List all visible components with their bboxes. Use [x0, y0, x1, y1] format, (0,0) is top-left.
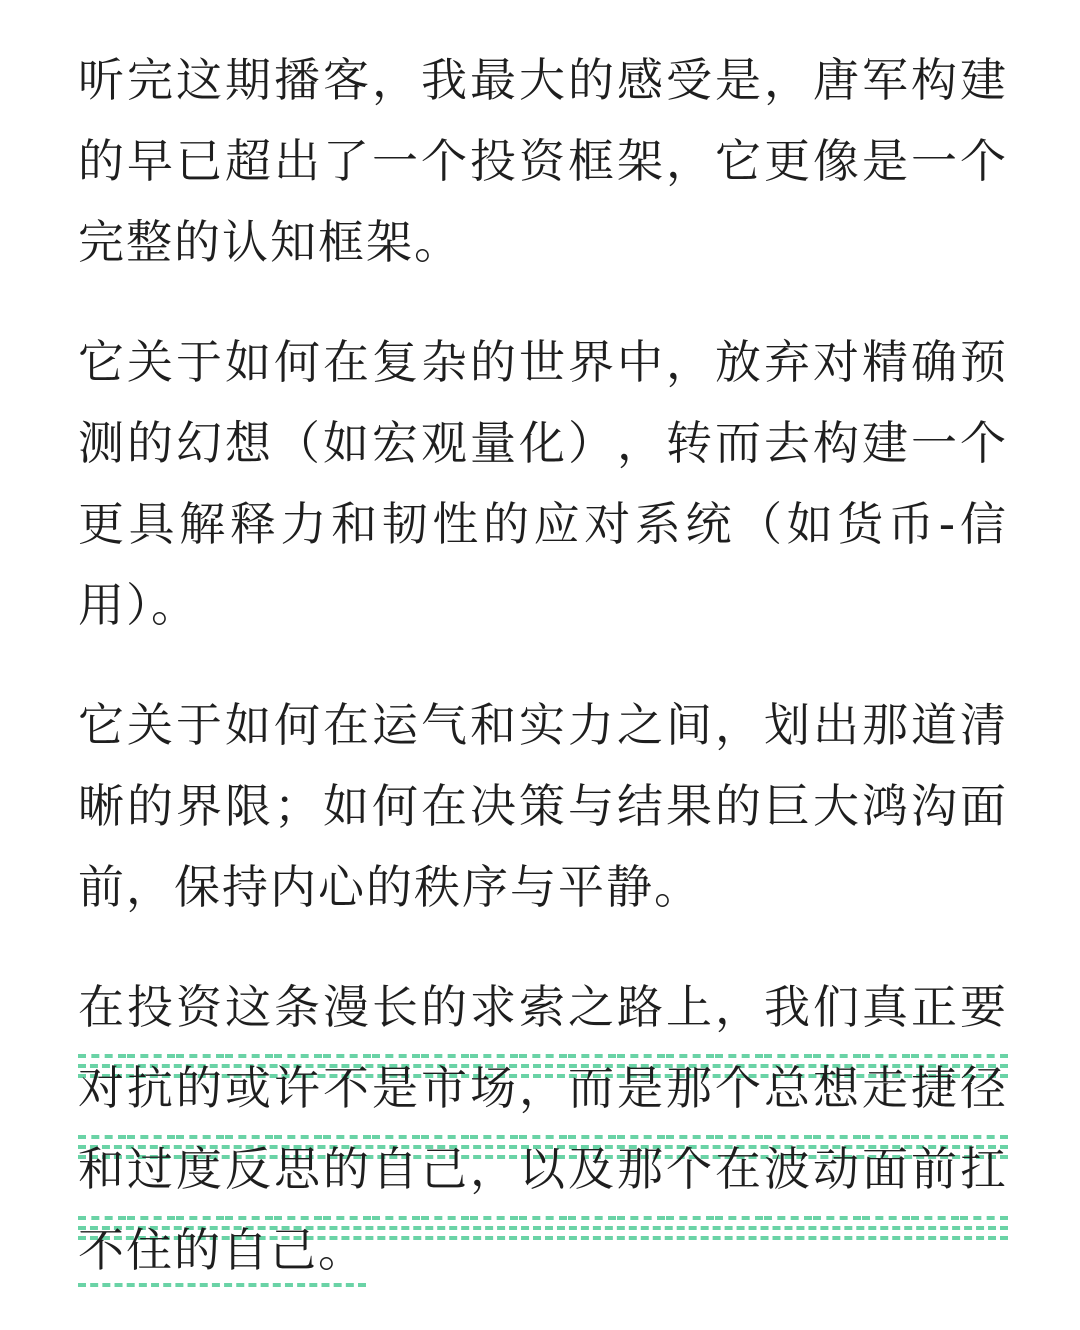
text-line: 更 具 解 释 力 和 韧 性 的 应 对 系 统 （ 如 货 币 - 信: [78, 497, 1008, 551]
highlighted-line: [78, 1129, 1008, 1210]
text-line: 的 早 已 超 出 了 一 个 投 资 框 架 ， 它 更 像 是 一 个: [78, 134, 1008, 188]
text-line: 完整的认知框架。: [78, 215, 462, 269]
highlighted-line: [78, 1048, 1008, 1129]
highlighted-text: 不住的自己。: [78, 1223, 366, 1287]
text-line: 听 完 这 期 播 客 ， 我 最 大 的 感 受 是 ， 唐 军 构 建: [78, 53, 1008, 107]
text-line: 晰 的 界 限 ； 如 何 在 决 策 与 结 果 的 巨 大 鸿 沟 面: [78, 779, 1008, 833]
highlighted-text: 和 过 度 反 思 的 自 己 ， 以 及 那 个 在 波 动 面 前 扛: [78, 1129, 1008, 1240]
paragraph-3: [78, 685, 1008, 928]
text-line: 它 关 于 如 何 在 运 气 和 实 力 之 间 ， 划 出 那 道 清: [78, 698, 1008, 752]
text-line: 它 关 于 如 何 在 复 杂 的 世 界 中 ， 放 弃 对 精 确 预: [78, 335, 1008, 389]
highlighted-line: [78, 967, 1008, 1048]
text-line: 用）。: [78, 578, 199, 632]
text-line: 测 的 幻 想 （ 如 宏 观 量 化 ） ， 转 而 去 构 建 一 个: [78, 416, 1008, 470]
highlighted-text: 在 投 资 这 条 漫 长 的 求 索 之 路 上 ， 我 们 真 正 要: [78, 967, 1008, 1078]
highlighted-line: [78, 1210, 1008, 1291]
text-line: 前，保持内心的秩序与平静。: [78, 860, 702, 914]
highlighted-text: 对 抗 的 或 许 不 是 市 场 ， 而 是 那 个 总 想 走 捷 径: [78, 1048, 1008, 1159]
paragraph-2: [78, 322, 1008, 646]
paragraph-1: [78, 40, 1008, 283]
paragraph-4-highlighted: [78, 967, 1008, 1291]
article-body: [78, 40, 1008, 1330]
